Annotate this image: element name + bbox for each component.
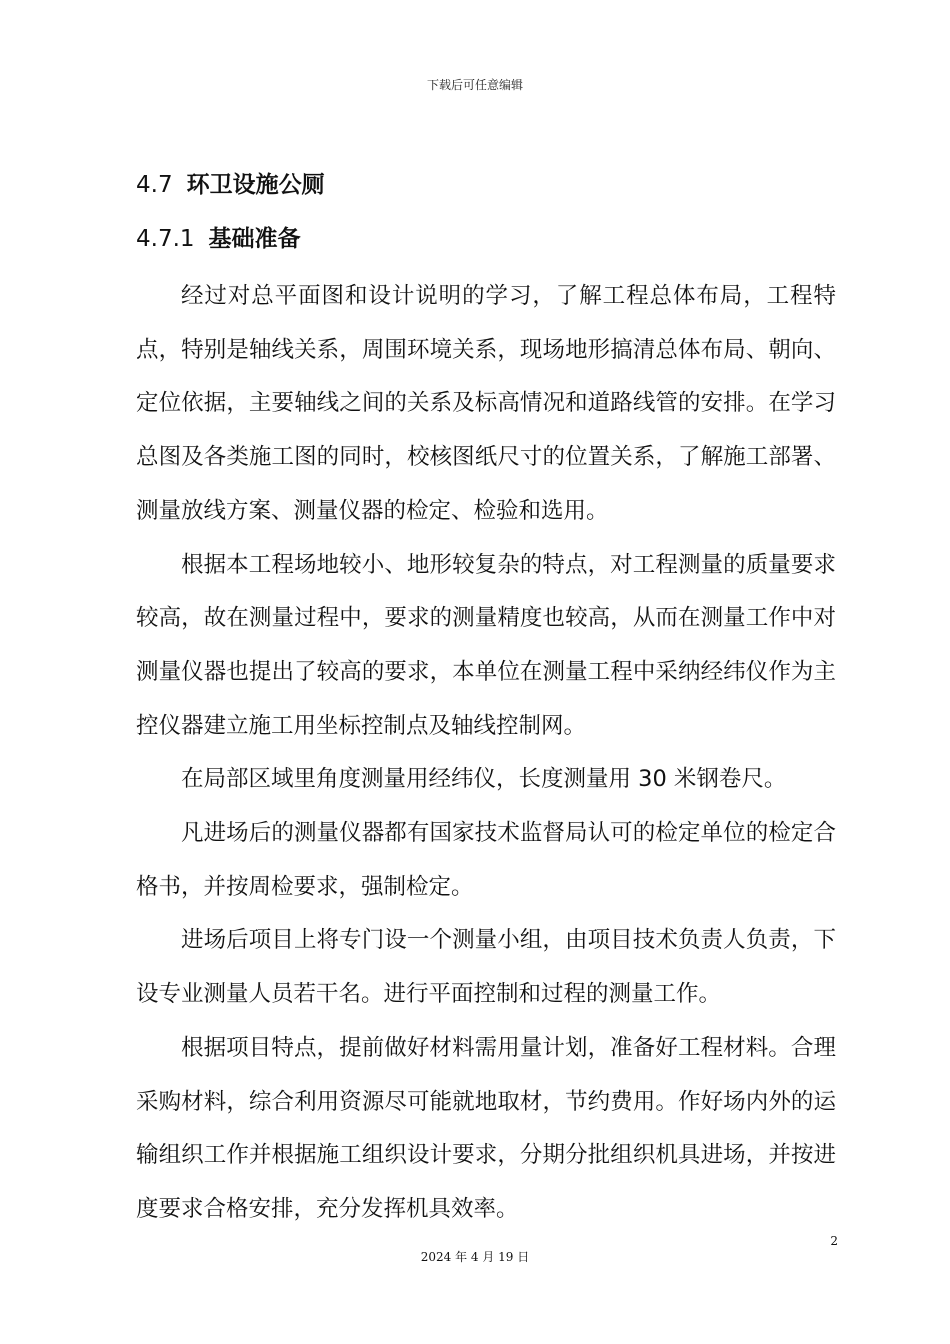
header-note: 下载后可任意编辑	[426, 78, 523, 92]
section-number: 4.7	[136, 172, 173, 198]
paragraph: 经过对总平面图和设计说明的学习，了解工程总体布局，工程特点，特别是轴线关系，周围环境关系，现场地形搞清总体布局、朝向、定位依据，主要轴线之间的关系及标高情况和道路线管的安排。在学习总图及各类施工图的同时，校核图纸尺寸的位置关系，了解施工部署、测量放线方案、测量仪器的检定、检验和选用。	[136, 283, 836, 524]
paragraph: 在局部区域里角度测量用经纬仪，长度测量用 30 米钢卷尺。	[181, 766, 787, 793]
paragraph: 根据项目特点，提前做好材料需用量计划，准备好工程材料。合理采购材料，综合利用资源尽可能就地取材，节约费用。作好场内外的运输组织工作并根据施工组织设计要求，分期分批组织机具进场，并按进度要求合格安排，充分发挥机具效率。	[136, 1034, 836, 1222]
footer-date: 2024 年 4 月 19 日	[420, 1250, 530, 1264]
section-heading	[136, 166, 325, 199]
paragraph: 进场后项目上将专门设一个测量小组，由项目技术负责人负责，下设专业测量人员若干名。进行平面控制和过程的测量工作。	[136, 927, 836, 1008]
page-number: 2	[830, 1234, 838, 1248]
section-title: 环卫设施公厕	[186, 172, 325, 198]
subsection-heading	[136, 220, 301, 253]
paragraph: 根据本工程场地较小、地形较复杂的特点，对工程测量的质量要求较高，故在测量过程中，要求的测量精度也较高，从而在测量工作中对测量仪器也提出了较高的要求，本单位在测量工程中采纳经纬仪作为主控仪器建立施工用坐标控制点及轴线控制网。	[136, 551, 836, 739]
body-text	[136, 270, 836, 1237]
subsection-title: 基础准备	[208, 226, 301, 252]
paragraph: 凡进场后的测量仪器都有国家技术监督局认可的检定单位的检定合格书，并按周检要求，强制检定。	[136, 820, 836, 900]
subsection-number: 4.7.1	[136, 226, 195, 252]
